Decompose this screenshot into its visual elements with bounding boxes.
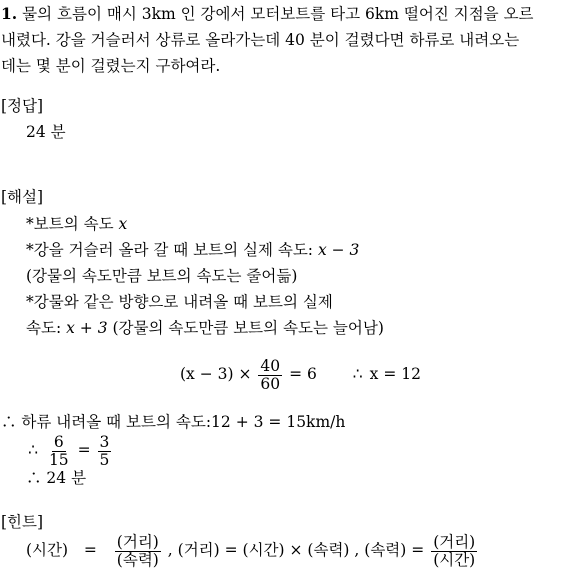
- answer-value: 24 분: [26, 123, 66, 141]
- hint-separator-1: ,: [167, 541, 173, 559]
- final-answer-line: ∴ 24 분: [26, 469, 87, 487]
- explanation-line-1-text: *보트의 속도: [26, 215, 119, 233]
- explanation-line-5-suffix: (강물의 속도만큼 보트의 속도는 늘어남): [107, 319, 384, 337]
- hint-heading: [힌트]: [1, 513, 44, 531]
- variable-x: x: [118, 215, 128, 233]
- ratio-right-numerator: 3: [99, 432, 110, 451]
- problem-text-1: 물의 흐름이 매시 3km 인 강에서 모터보트를 타고 6km 떨어진 지점을 오르: [22, 5, 534, 23]
- hint-equals-1: =: [83, 541, 97, 559]
- hint-separator-2: ,: [354, 541, 360, 559]
- hint-fraction-speed: [431, 534, 477, 569]
- ratio-therefore-symbol: ∴: [28, 441, 38, 459]
- problem-line-1: [1, 4, 534, 24]
- equation-fraction-denominator: 60: [260, 374, 281, 393]
- equation-right: = 6: [289, 365, 317, 383]
- explanation-heading: [해설]: [1, 188, 44, 206]
- upstream-speed-expr: x − 3: [317, 241, 360, 259]
- downstream-speed-line: ∴ 하류 내려올 때 보트의 속도:12 + 3 = 15km/h: [1, 413, 346, 431]
- ratio-left-denominator: 15: [48, 450, 69, 469]
- hint-fraction-time-numerator: (거리): [116, 532, 159, 551]
- ratio-fraction-right: [98, 434, 112, 469]
- problem-line-3: 데는 몇 분이 걸렸는지 구하여라.: [1, 57, 221, 75]
- equation-result: x = 12: [369, 365, 421, 383]
- equation-fraction-numerator: 40: [260, 356, 281, 375]
- downstream-speed-expr: x + 3: [66, 319, 108, 337]
- hint-fraction-time: [115, 534, 161, 569]
- therefore-symbol: ∴: [352, 365, 363, 383]
- explanation-line-1: [26, 214, 127, 234]
- hint-speed-label: (속력) =: [364, 541, 425, 559]
- explanation-line-5-prefix: 속도:: [26, 319, 67, 337]
- main-equation: [180, 354, 421, 394]
- explanation-line-2-text: *강을 거슬러 올라 갈 때 보트의 실제 속도:: [26, 241, 318, 259]
- problem-line-2: 내렸다. 강을 거슬러서 상류로 올라가는데 40 분이 걸렸다면 하류로 내려오는: [1, 31, 520, 49]
- problem-number: 1.: [1, 4, 18, 23]
- explanation-line-3: (강물의 속도만큼 보트의 속도는 줄어듦): [26, 267, 298, 285]
- explanation-line-5: [26, 318, 384, 338]
- ratio-line: [26, 430, 113, 470]
- hint-time-label: (시간): [26, 541, 69, 559]
- equation-left: (x − 3) ×: [180, 365, 252, 383]
- ratio-fraction-left: [47, 434, 71, 469]
- answer-heading: [정답]: [1, 97, 44, 115]
- explanation-line-4: *강물와 같은 방향으로 내려올 때 보트의 실제: [26, 293, 333, 311]
- explanation-line-2: [26, 240, 359, 260]
- equation-fraction: [258, 358, 282, 393]
- ratio-left-numerator: 6: [53, 432, 64, 451]
- hint-fraction-time-denominator: (속력): [116, 550, 159, 569]
- hint-formulas: [26, 530, 479, 570]
- hint-fraction-speed-numerator: (거리): [433, 532, 476, 551]
- hint-distance-formula: (거리) = (시간) × (속력): [177, 541, 350, 559]
- ratio-equals: =: [77, 441, 91, 459]
- hint-fraction-speed-denominator: (시간): [433, 550, 476, 569]
- ratio-right-denominator: 5: [99, 450, 110, 469]
